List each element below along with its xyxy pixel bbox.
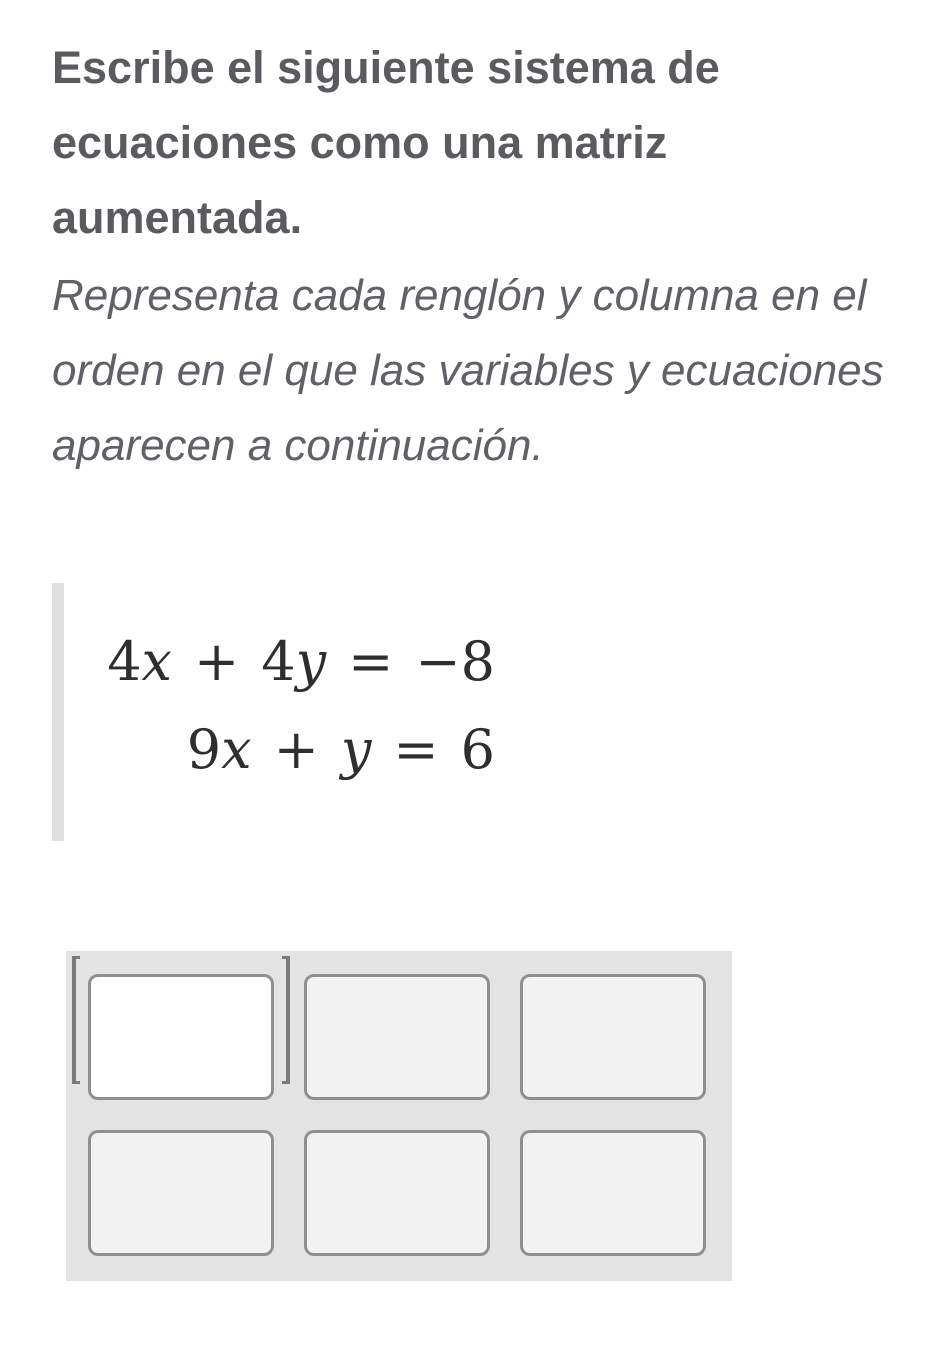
question-title: Escribe el siguiente sistema de ecuaciones como una matriz aumentada. xyxy=(52,42,720,243)
matrix-cell-r1-c1[interactable] xyxy=(88,974,274,1100)
matrix-cell-r2-c3[interactable] xyxy=(520,1130,706,1256)
equation-row-1 xyxy=(50,630,495,693)
eq1-variable-x: x xyxy=(141,630,173,693)
focus-bracket-right xyxy=(282,956,290,1084)
eq2-variable-x: x xyxy=(221,718,252,781)
matrix-cell-r2-c2[interactable] xyxy=(304,1130,490,1256)
eq2-equals-sign: = xyxy=(393,718,439,781)
eq2-coefficient-x: 9 xyxy=(186,718,222,781)
matrix-cell-r1-c3[interactable] xyxy=(520,974,706,1100)
equation-system-block xyxy=(52,583,664,841)
eq1-constant: −8 xyxy=(415,630,495,693)
eq1-coefficient-x: 4 xyxy=(107,630,142,693)
eq1-variable-y: y xyxy=(295,630,327,693)
focus-bracket-left xyxy=(72,956,80,1084)
matrix-cell-r2-c1[interactable] xyxy=(88,1130,274,1256)
eq1-equals-sign: = xyxy=(348,630,394,693)
question-instruction: Representa cada renglón y columna en el orden en el que las variables y ecuaciones aparecen a continuación. xyxy=(52,271,884,470)
matrix-cell-r1-c2[interactable] xyxy=(304,974,490,1100)
eq2-constant: 6 xyxy=(460,718,495,781)
eq2-plus-sign: + xyxy=(273,718,319,781)
eq1-coefficient-y: 4 xyxy=(261,630,296,693)
eq2-variable-y: y xyxy=(340,718,372,781)
equation-row-2 xyxy=(50,718,495,781)
eq1-plus-sign: + xyxy=(194,630,240,693)
